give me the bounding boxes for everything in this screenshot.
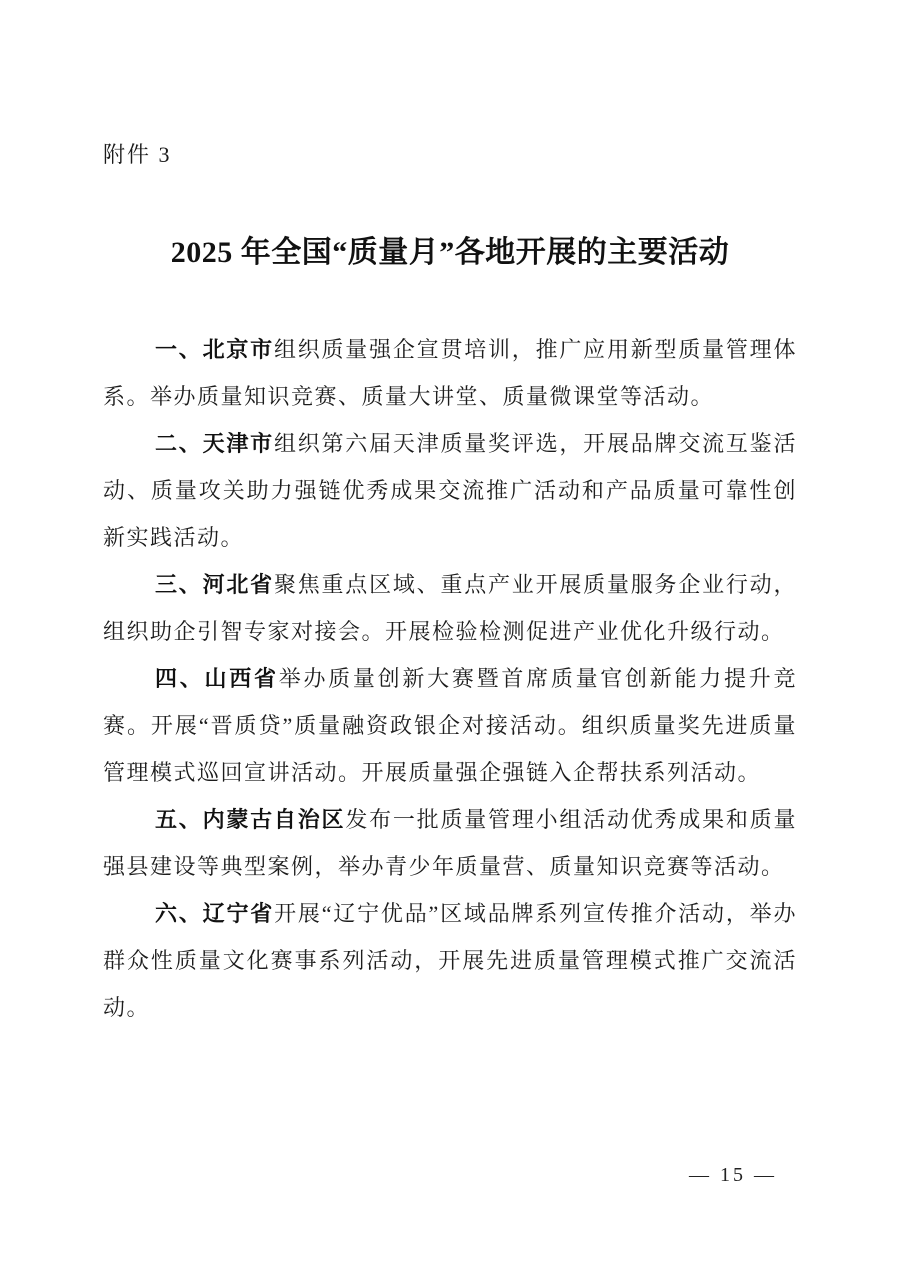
paragraph-text: 开展“辽宁优品”区域品牌系列宣传推介活动，举办群众性质量文化赛事系列活动，开展先进质量管理模式推广交流活动。 <box>103 901 797 1020</box>
paragraph-text: 聚焦重点区域、重点产业开展质量服务企业行动，组织助企引智专家对接会。开展检验检测促进产业优化升级行动。 <box>103 572 797 644</box>
page-number: — 15 — <box>689 1164 777 1186</box>
document-title: 2025 年全国“质量月”各地开展的主要活动 <box>170 236 730 269</box>
paragraph-text: 发布一批质量管理小组活动优秀成果和质量强县建设等典型案例，举办青少年质量营、质量知识竞赛等活动。 <box>103 807 797 879</box>
paragraph <box>103 655 797 796</box>
paragraph-text: 组织第六届天津质量奖评选，开展品牌交流互鉴活动、质量攻关助力强链优秀成果交流推广活动和产品质量可靠性创新实践活动。 <box>103 431 797 550</box>
paragraph-text: 组织质量强企宣贯培训，推广应用新型质量管理体系。举办质量知识竞赛、质量大讲堂、质量微课堂等活动。 <box>103 337 797 409</box>
paragraph-lead: 二、天津市 <box>155 431 274 456</box>
paragraph <box>103 796 797 890</box>
paragraph-lead: 六、辽宁省 <box>155 901 275 926</box>
attachment-label: 附件 3 <box>103 142 172 167</box>
paragraph-lead: 五、内蒙古自治区 <box>155 807 346 832</box>
document-body <box>103 326 797 1031</box>
paragraph <box>103 561 797 655</box>
paragraph-lead: 四、山西省 <box>155 666 279 691</box>
paragraph-text: 举办质量创新大赛暨首席质量官创新能力提升竞赛。开展“晋质贷”质量融资政银企对接活动。组织质量奖先进质量管理模式巡回宣讲活动。开展质量强企强链入企帮扶系列活动。 <box>103 666 797 785</box>
paragraph <box>103 326 797 420</box>
paragraph <box>103 890 797 1031</box>
paragraph-lead: 三、河北省 <box>155 572 274 597</box>
paragraph-lead: 一、北京市 <box>155 337 274 362</box>
paragraph <box>103 420 797 561</box>
